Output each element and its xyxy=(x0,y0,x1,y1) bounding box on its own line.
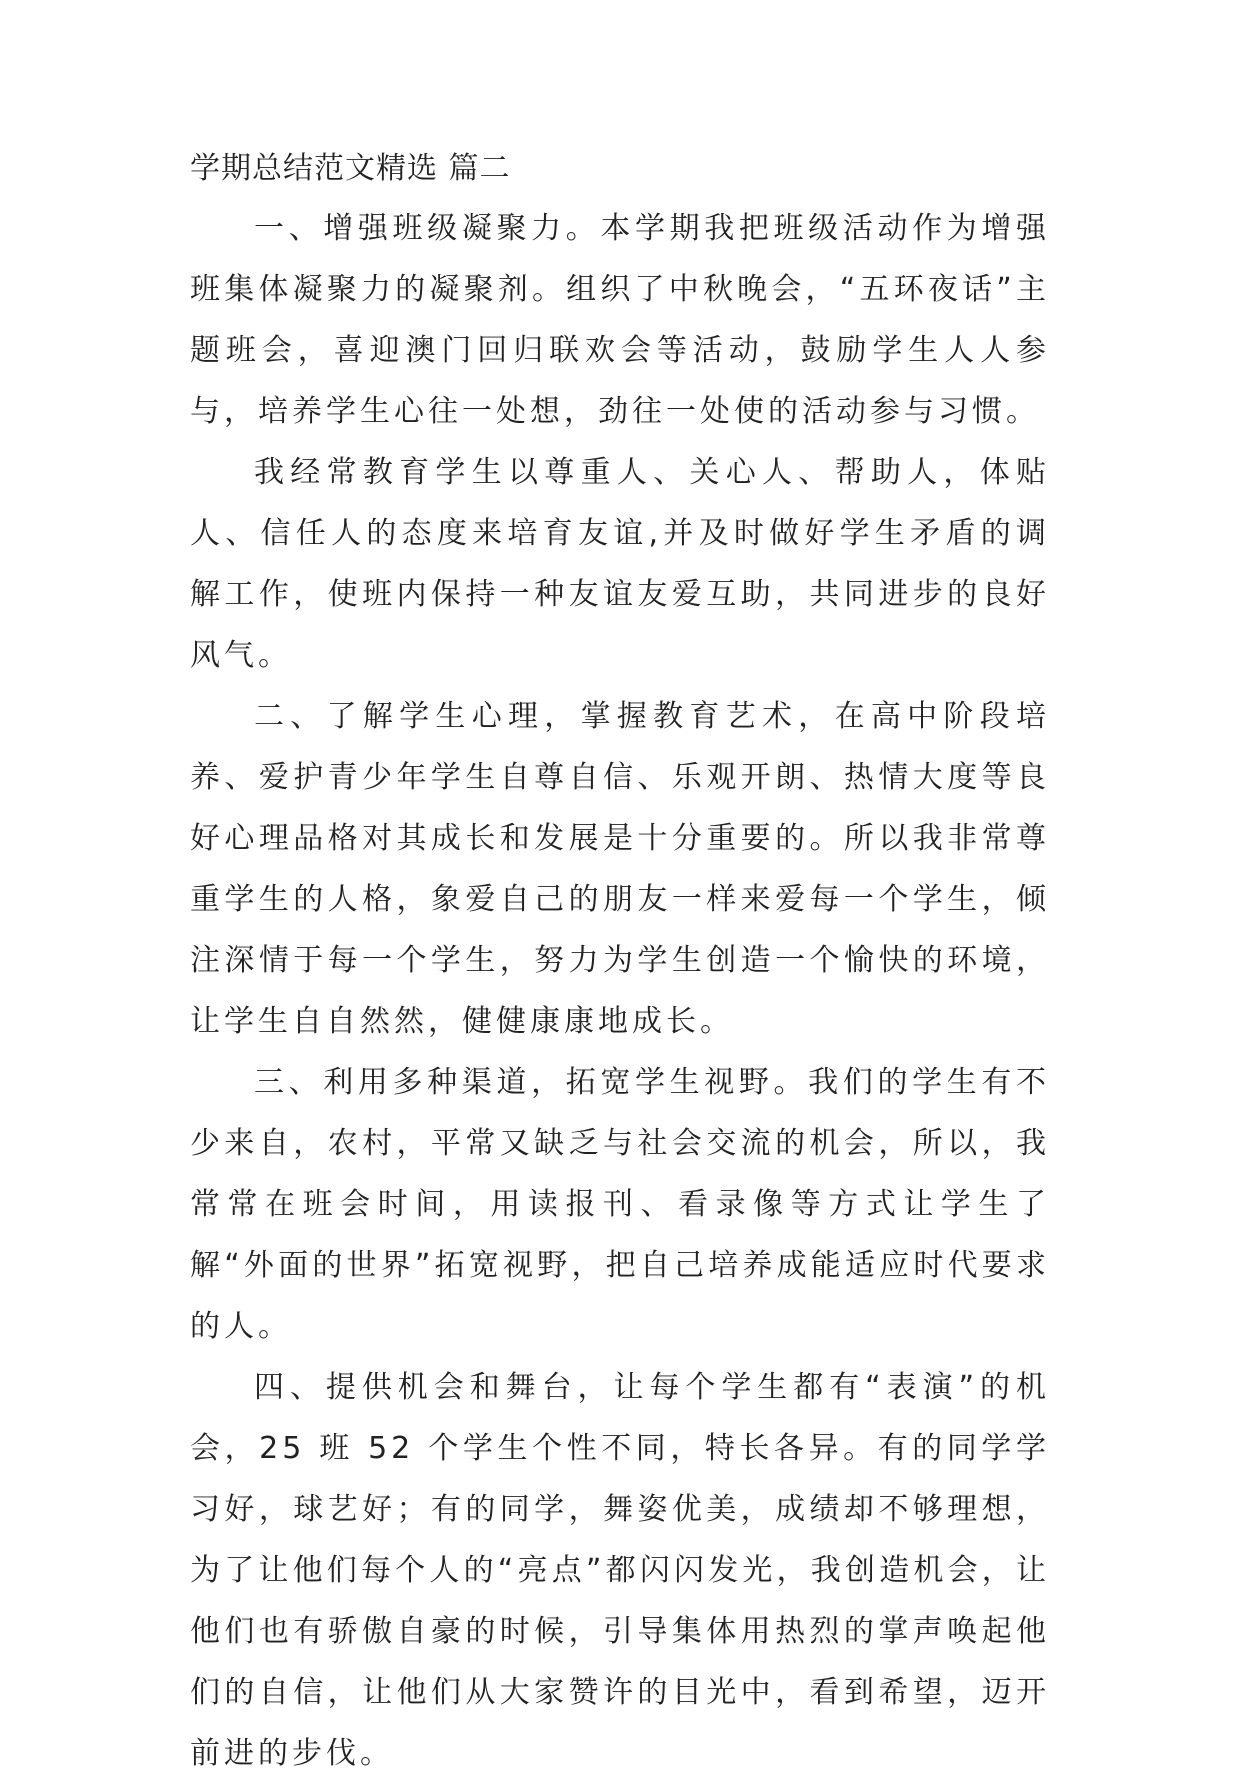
paragraph-cohesion: 一、增强班级凝聚力。本学期我把班级活动作为增强班集体凝聚力的凝聚剂。组织了中秋晚会，“五环夜话”主题班会，喜迎澳门回归联欢会等活动，鼓励学生人人参与，培养学生心往一处想，劲往一处使的活动参与习惯。 xyxy=(190,211,1050,429)
paragraph-opportunities: 四、提供机会和舞台，让每个学生都有“表演”的机会，25 班 52 个学生个性不同，特长各异。有的同学学习好，球艺好；有的同学，舞姿优美，成绩却不够理想，为了让他们每个人的“亮点”都闪闪发光，我创造机会，让他们也有骄傲自豪的时候，引导集体用热烈的掌声唤起他们的自信，让他们从大家赞许的目光中，看到希望，迈开前进的步伐。 xyxy=(190,1370,1050,1771)
paragraph-psychology: 二、了解学生心理，掌握教育艺术，在高中阶段培养、爱护青少年学生自尊自信、乐观开朗、热情大度等良好心理品格对其成长和发展是十分重要的。所以我非常尊重学生的人格，象爱自己的朋友一样来爱每一个学生，倾注深情于每一个学生，努力为学生创造一个愉快的环境，让学生自自然然，健健康康地成长。 xyxy=(190,699,1050,1039)
paragraph-horizons: 三、利用多种渠道，拓宽学生视野。我们的学生有不少来自，农村，平常又缺乏与社会交流的机会，所以，我常常在班会时间，用读报刊、看录像等方式让学生了解“外面的世界”拓宽视野，把自己培养成能适应时代要求的人。 xyxy=(190,1065,1050,1344)
document-body xyxy=(190,150,1050,1784)
paragraph-friendship: 我经常教育学生以尊重人、关心人、帮助人，体贴人、信任人的态度来培育友谊,并及时做好学生矛盾的调解工作，使班内保持一种友谊友爱互助，共同进步的良好风气。 xyxy=(190,455,1050,673)
document-title: 学期总结范文精选 篇二 xyxy=(190,151,511,186)
